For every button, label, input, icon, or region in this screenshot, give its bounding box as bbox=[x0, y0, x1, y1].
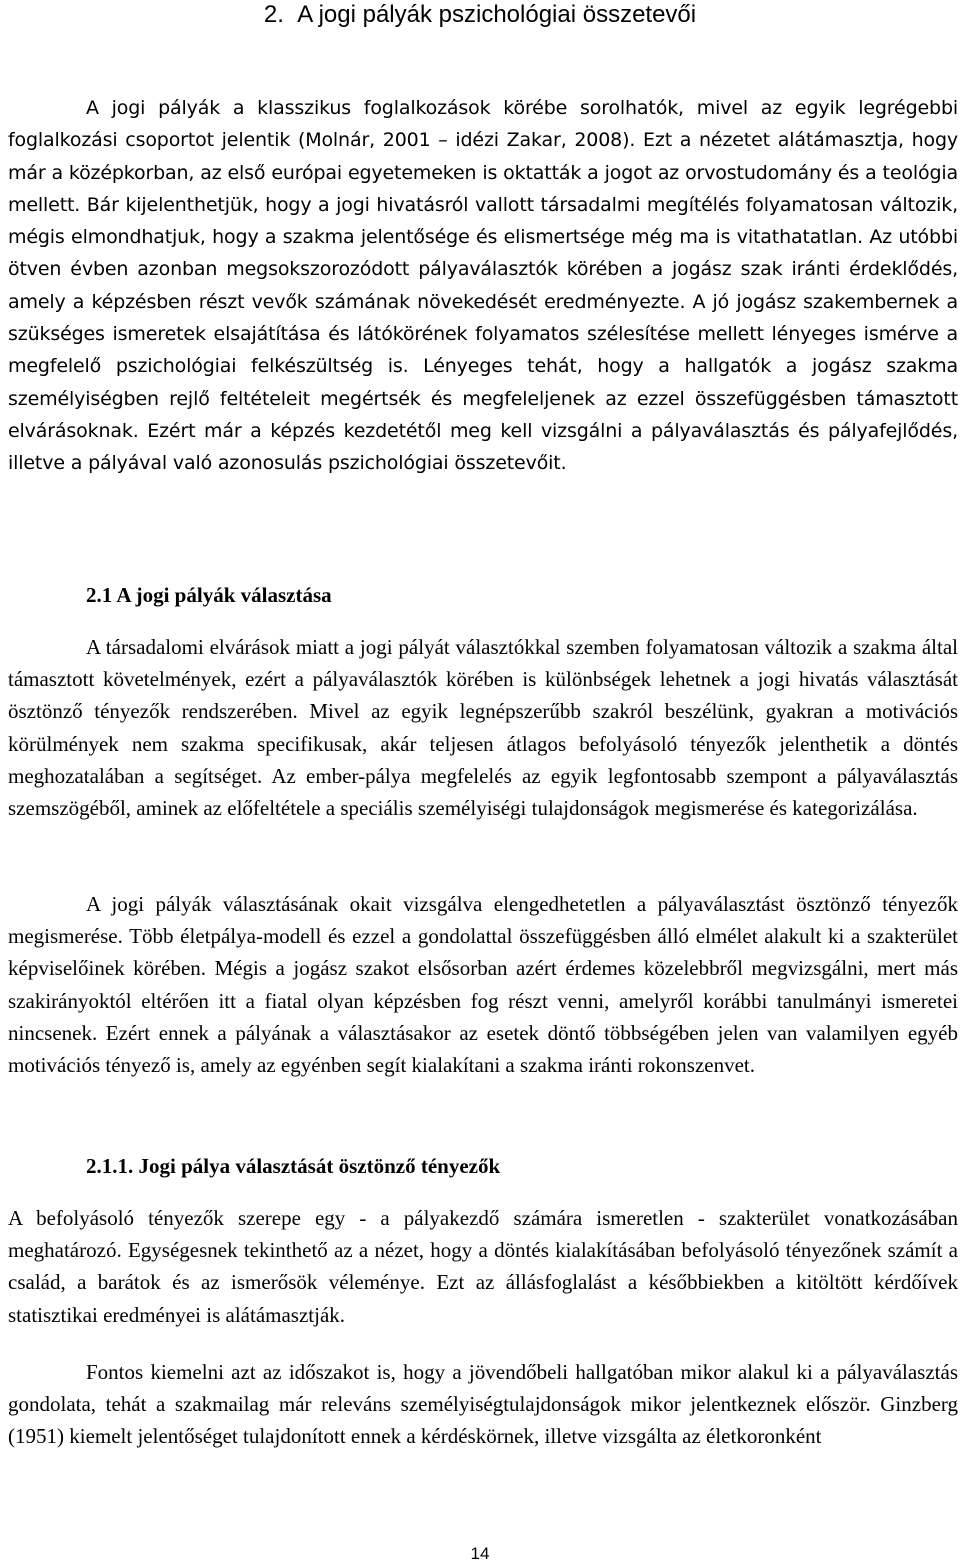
section-2-1-paragraph-1: A társadalomi elvárások miatt a jogi pályát választókkal szemben folyamatosan változik a szakma által támasztott követelmények, ezért a pályaválasztók körében is különbségek lehetnek a jogi hivatás választását ösztönző tényezők rendszerében. Mivel az egyik legnépszerűbb szakról beszélünk, gyakran a motivációs körülmények nem szakma specifikusak, akár teljesen átlagos befolyásoló tényezők jelenthetik a döntés meghozatalában a segítséget. Az ember-pálya megfelelés az egyik legfontosabb szempont a pályaválasztás szemszögéből, aminek az előfeltétele a speciális személyiségi tulajdonságok megismerése és kategorizálása. bbox=[8, 635, 958, 821]
chapter-title bbox=[0, 0, 960, 30]
section-2-1-1-paragraph-1: A befolyásoló tényezők szerepe egy - a pályakezdő számára ismeretlen - szakterület vonatkozásában meghatározó. Egységesnek tekinthető az a nézet, hogy a döntés kialakításában befolyásoló tényezőnek számít a család, a barátok és az ismerősök véleménye. Ezt az állásfoglalást a későbbiekben a kitöltött kérdőívek statisztikai eredményei is alátámasztják. bbox=[8, 1206, 958, 1327]
section-2-1-paragraph-2: A jogi pályák választásának okait vizsgálva elengedhetetlen a pályaválasztást ösztönző tényezők megismerése. Több életpálya-modell és ezzel a gondolattal összefüggésben álló elmélet alakult ki a szakterület képviselőinek körében. Mégis a jogász szakot elsősorban azért érdemes közelebbről megvizsgálni, mert más szakirányoktól eltérően itt a fiatal olyan képzésben fog részt venni, amelyről korábbi tanulmányi ismeretei nincsenek. Ezért ennek a pályának a választásakor az esetek döntő többségében jelen van valamilyen egyéb motivációs tényező is, amely az egyénben segít kialakítani a szakma iránti rokonszenvet. bbox=[8, 892, 958, 1078]
section-2-1-1-paragraph-2: Fontos kiemelni azt az időszakot is, hogy a jövendőbeli hallgatóban mikor alakul ki a pályaválasztás gondolata, tehát a szakmailag már releváns személyiségtulajdonságok mikor jelentkeznek először. Ginzberg (1951) kiemelt jelentőséget tulajdonított ennek a kérdéskörnek, illetve vizsgálta az életkoronként bbox=[8, 1360, 958, 1449]
chapter-number: 2. bbox=[263, 1, 284, 28]
section-heading-2-1: 2.1 A jogi pályák választása bbox=[86, 583, 332, 607]
intro-paragraph: A jogi pályák a klasszikus foglalkozások körébe sorolhatók, mivel az egyik legrégebbi foglalkozási csoportot jelentik (Molnár, 2001 – idézi Zakar, 2008). Ezt a nézetet alátámasztja, hogy már a középkorban, az első európai egyetemeken is oktatták a jogot az orvostudomány és a teológia mellett. Bár kijelenthetjük, hogy a jogi hivatásról vallott társadalmi megítélés folyamatosan változik, mégis elmondhatjuk, hogy a szakma jelentősége és elismertsége még ma is vitathatatlan. Az utóbbi ötven évben azonban megsokszorozódott pályaválasztók körében a jogász szak iránti érdeklődés, amely a képzésben részt vevők számának növekedését eredményezte. A jó jogász szakembernek a szükséges ismeretek elsajátítása és látókörének folyamatos szélesítése mellett lényeges ismérve a megfelelő pszichológiai felkészültség is. Lényeges tehát, hogy a hallgatók a jogász szakma személyiségben rejlő feltételeit megértsék és megfeleljenek az ezzel összefüggésben támasztott elvárásoknak. Ezért már a képzés kezdetétől meg kell vizsgálni a pályaválasztás és pályafejlődés, illetve a pályával való azonosulás pszichológiai összetevőit. bbox=[8, 97, 958, 475]
chapter-title-text: A jogi pályák pszichológiai összetevői bbox=[297, 1, 697, 28]
page-number: 14 bbox=[470, 1544, 490, 1563]
section-heading-2-1-1: 2.1.1. Jogi pálya választását ösztönző tényezők bbox=[86, 1154, 501, 1178]
